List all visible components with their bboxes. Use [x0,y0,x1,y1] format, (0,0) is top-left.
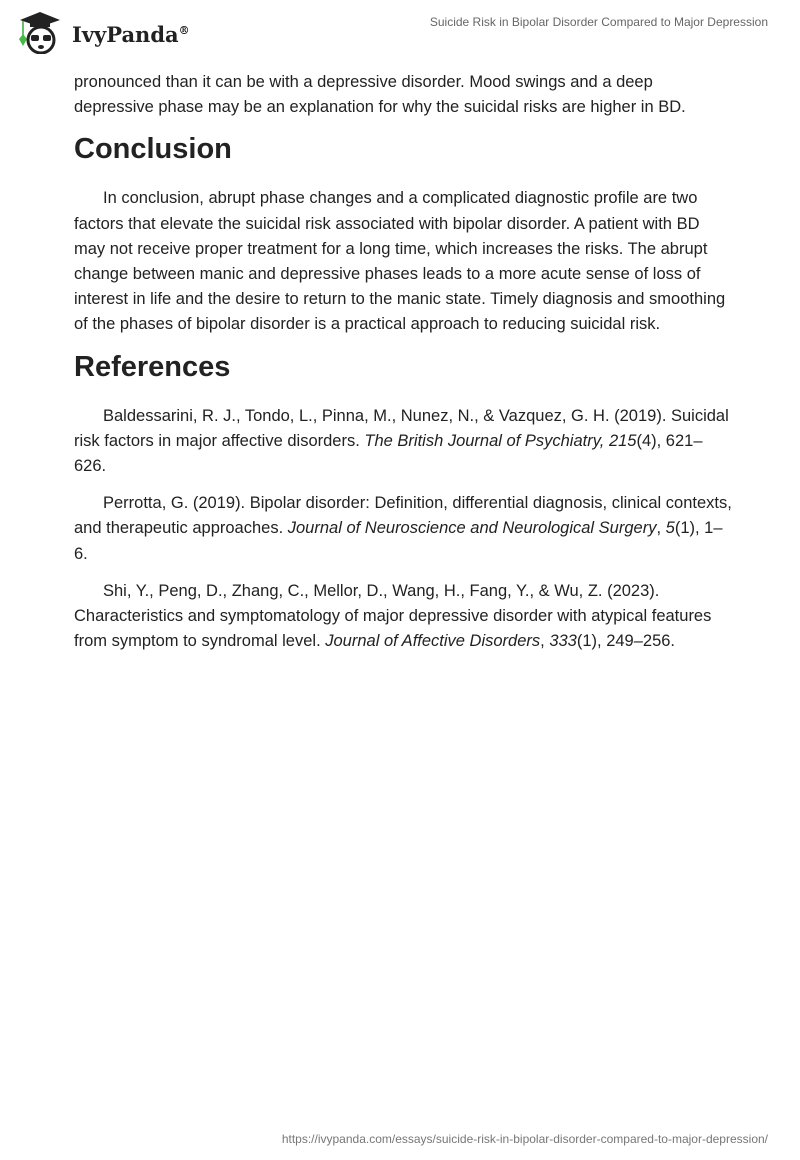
reference-separator: , [656,519,666,538]
reference-pages: (4), 621–626. [74,431,703,476]
ivypanda-logo[interactable] [16,8,190,54]
essay-content [74,70,734,666]
reference-volume: 333 [549,632,577,651]
reference-authors: Shi, Y., Peng, D., Zhang, C., Mellor, D., Wang, H., Fang, Y., & Wu, Z. (2023). Characteristics and symptomatology of major depressive disorder with atypical features from symptom to syndromal level. [74,581,712,651]
reference-pages: (1), 1–6. [74,519,723,563]
reference-journal: Journal of Affective Disorders [325,632,541,651]
reference-pages: (1), 249–256. [576,632,676,651]
brand-name [72,22,190,47]
reference-volume: 5 [665,519,675,538]
reference-item [74,579,734,655]
reference-volume: 215 [608,431,637,450]
reference-journal: Journal of Neuroscience and Neurological Surgery [287,519,657,538]
references-heading: References [74,350,231,383]
brand-text: IvyPanda [72,21,179,47]
conclusion-heading: Conclusion [74,133,232,166]
document-title: Suicide Risk in Bipolar Disorder Compared to Major Depression [429,15,768,29]
reference-authors: Baldessarini, R. J., Tondo, L., Pinna, M., Nunez, N., & Vazquez, G. H. (2019). Suicidal risk factors in major affective disorders. [74,406,729,450]
reference-item [74,491,734,567]
intro-paragraph: pronounced than it can be with a depressive disorder. Mood swings and a deep depressive phase may be an explanation for why the suicidal risks are higher in BD. [74,73,686,117]
registered-mark: ® [178,23,190,37]
conclusion-paragraph: In conclusion, abrupt phase changes and a complicated diagnostic profile are two factors that elevate the suicidal risk associated with bipolar disorder. A patient with BD may not receive proper treatment for a long time, which increases the risks. The abrupt change between manic and depressive phases leads to a more acute sense of loss of interest in life and the desire to return to the manic state. Timely diagnosis and smoothing of the phases of bipolar disorder is a practical approach to reducing suicidal risk. [74,189,726,334]
footer-url[interactable]: https://ivypanda.com/essays/suicide-risk-in-bipolar-disorder-compared-to-major-depression/ [281,1132,768,1146]
reference-item [74,404,734,480]
reference-journal: The British Journal of Psychiatry, [364,431,609,450]
reference-separator: , [540,632,550,651]
panda-logo-icon [16,8,64,54]
reference-authors: Perrotta, G. (2019). Bipolar disorder: Definition, differential diagnosis, clinical contexts, and therapeutic approaches. [74,494,732,538]
